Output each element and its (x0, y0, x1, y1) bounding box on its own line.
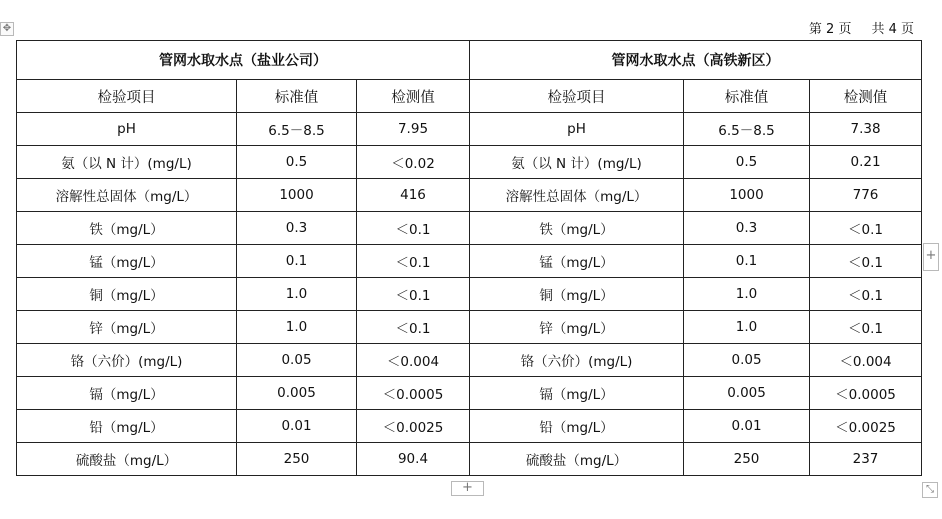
table-row (17, 410, 922, 443)
cell-standard[interactable]: 1000 (684, 179, 810, 212)
cell-standard[interactable]: 0.005 (237, 377, 357, 410)
cell-measured[interactable]: ＜0.1 (357, 212, 470, 245)
cell-standard[interactable]: 1.0 (237, 311, 357, 344)
table-row (17, 377, 922, 410)
cell-standard[interactable]: 0.05 (684, 344, 810, 377)
cell-item[interactable]: 锰（mg/L） (470, 245, 684, 278)
table-row (17, 311, 922, 344)
cell-standard[interactable]: 0.3 (237, 212, 357, 245)
cell-item[interactable]: 镉（mg/L） (470, 377, 684, 410)
cell-item[interactable]: 硫酸盐（mg/L） (17, 443, 237, 476)
cell-measured[interactable]: ＜0.0005 (810, 377, 922, 410)
cell-measured[interactable]: 776 (810, 179, 922, 212)
cell-measured[interactable]: ＜0.0005 (357, 377, 470, 410)
col-header-measured[interactable]: 检测值 (357, 80, 470, 113)
water-quality-table (16, 40, 922, 476)
table-move-handle-icon[interactable]: ✥ (0, 22, 14, 36)
cell-measured[interactable]: ＜0.1 (810, 311, 922, 344)
group-header-yanye[interactable]: 管网水取水点（盐业公司） (17, 41, 470, 80)
cell-item[interactable]: 镉（mg/L） (17, 377, 237, 410)
table-row (17, 146, 922, 179)
cell-measured[interactable]: 90.4 (357, 443, 470, 476)
cell-standard[interactable]: 0.005 (684, 377, 810, 410)
page-indicator (809, 18, 914, 37)
cell-standard[interactable]: 0.1 (237, 245, 357, 278)
cell-measured[interactable]: ＜0.1 (810, 212, 922, 245)
col-header-standard[interactable]: 标准值 (237, 80, 357, 113)
table-row (17, 113, 922, 146)
cell-standard[interactable]: 0.5 (684, 146, 810, 179)
cell-measured[interactable]: ＜0.1 (810, 245, 922, 278)
table-row (17, 443, 922, 476)
cell-item[interactable]: 硫酸盐（mg/L） (470, 443, 684, 476)
cell-standard[interactable]: 1.0 (684, 278, 810, 311)
group-header-gaotie[interactable]: 管网水取水点（高铁新区） (470, 41, 922, 80)
cell-item[interactable]: 铬（六价）(mg/L) (470, 344, 684, 377)
cell-item[interactable]: 铁（mg/L） (470, 212, 684, 245)
cell-item[interactable]: pH (470, 113, 684, 146)
cell-standard[interactable]: 0.3 (684, 212, 810, 245)
cell-standard[interactable]: 0.05 (237, 344, 357, 377)
cell-measured[interactable]: ＜0.004 (810, 344, 922, 377)
cell-standard[interactable]: 1000 (237, 179, 357, 212)
cell-measured[interactable]: ＜0.1 (357, 278, 470, 311)
col-header-item[interactable]: 检验项目 (17, 80, 237, 113)
cell-standard[interactable]: 0.1 (684, 245, 810, 278)
cell-standard[interactable]: 6.5－8.5 (237, 113, 357, 146)
group-header-row (17, 41, 922, 80)
cell-measured[interactable]: 7.95 (357, 113, 470, 146)
column-header-row (17, 80, 922, 113)
cell-measured[interactable]: ＜0.0025 (357, 410, 470, 443)
cell-measured[interactable]: 7.38 (810, 113, 922, 146)
cell-item[interactable]: pH (17, 113, 237, 146)
cell-item[interactable]: 溶解性总固体（mg/L） (470, 179, 684, 212)
cell-standard[interactable]: 1.0 (684, 311, 810, 344)
table-resize-handle-icon[interactable]: ⤡ (922, 482, 938, 498)
table-row (17, 212, 922, 245)
cell-standard[interactable]: 6.5－8.5 (684, 113, 810, 146)
cell-measured[interactable]: ＜0.02 (357, 146, 470, 179)
cell-item[interactable]: 氨（以 N 计）(mg/L) (470, 146, 684, 179)
cell-item[interactable]: 氨（以 N 计）(mg/L) (17, 146, 237, 179)
col-header-item[interactable]: 检验项目 (470, 80, 684, 113)
cell-item[interactable]: 铅（mg/L） (470, 410, 684, 443)
cell-item[interactable]: 铅（mg/L） (17, 410, 237, 443)
cell-measured[interactable]: ＜0.004 (357, 344, 470, 377)
cell-item[interactable]: 溶解性总固体（mg/L） (17, 179, 237, 212)
cell-item[interactable]: 铜（mg/L） (470, 278, 684, 311)
table-row (17, 245, 922, 278)
total-pages: 共 4 页 (871, 22, 914, 37)
cell-item[interactable]: 锰（mg/L） (17, 245, 237, 278)
add-row-button[interactable]: + (451, 481, 484, 496)
cell-standard[interactable]: 250 (237, 443, 357, 476)
cell-item[interactable]: 铁（mg/L） (17, 212, 237, 245)
cell-measured[interactable]: ＜0.0025 (810, 410, 922, 443)
cell-item[interactable]: 锌（mg/L） (470, 311, 684, 344)
cell-measured[interactable]: ＜0.1 (357, 245, 470, 278)
cell-standard[interactable]: 0.01 (684, 410, 810, 443)
cell-standard[interactable]: 0.5 (237, 146, 357, 179)
col-header-measured[interactable]: 检测值 (810, 80, 922, 113)
cell-standard[interactable]: 1.0 (237, 278, 357, 311)
cell-measured[interactable]: 0.21 (810, 146, 922, 179)
cell-measured[interactable]: ＜0.1 (357, 311, 470, 344)
cell-measured[interactable]: ＜0.1 (810, 278, 922, 311)
col-header-standard[interactable]: 标准值 (684, 80, 810, 113)
cell-standard[interactable]: 0.01 (237, 410, 357, 443)
cell-item[interactable]: 铬（六价）(mg/L) (17, 344, 237, 377)
cell-measured[interactable]: 416 (357, 179, 470, 212)
cell-measured[interactable]: 237 (810, 443, 922, 476)
cell-item[interactable]: 铜（mg/L） (17, 278, 237, 311)
add-column-button[interactable]: + (923, 243, 939, 271)
table-row (17, 344, 922, 377)
cell-item[interactable]: 锌（mg/L） (17, 311, 237, 344)
current-page: 第 2 页 (808, 22, 852, 37)
cell-standard[interactable]: 250 (684, 443, 810, 476)
table-row (17, 179, 922, 212)
table-row (17, 278, 922, 311)
